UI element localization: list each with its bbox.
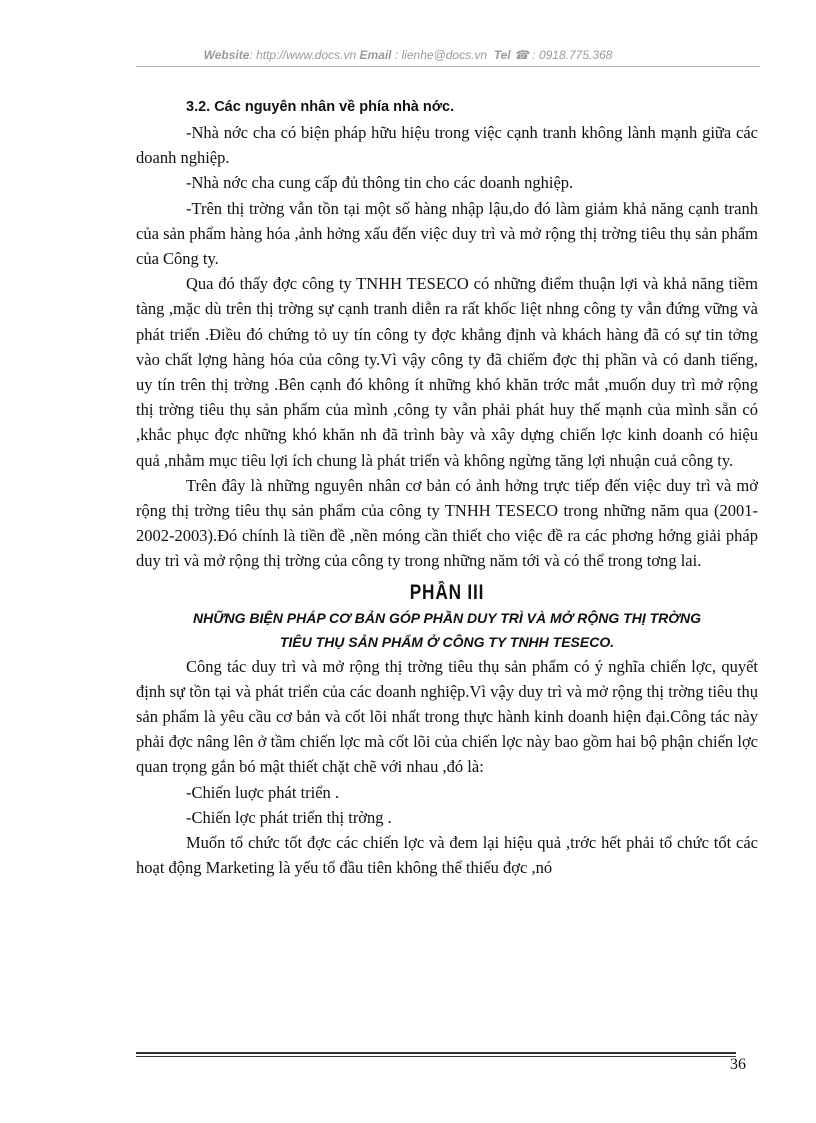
page-header [0,48,816,62]
paragraph: Công tác duy trì và mở rộng thị trờng tiêu thụ sản phẩm có ý nghĩa chiến lợc, quyết định sự tồn tại và phát triển của các doanh nghiệp.Vì vậy duy trì và mở rộng thị trờng tiêu thụ sản phẩm là yêu cầu cơ bản và cốt lõi nhất trong thực hành kinh doanh hiện đại.Công tác này phải đợc nâng lên ở tầm chiến lợc mà cốt lõi của chiến lợc này bao gồm hai bộ phận chiến lợc quan trọng gắn bó mật thiết chặt chẽ với nhau ,đó là: [136,656,758,777]
paragraph: -Nhà nớc cha cung cấp đủ thông tin cho các doanh nghiệp. [186,173,574,193]
paragraph: -Trên thị trờng vẫn tồn tại một số hàng nhập lậu,do đó làm giảm khả năng cạnh tranh của sản phẩm hàng hóa ,ảnh hởng xấu đến việc duy trì và mở rộng thị trờng tiêu thụ sản phẩm của Công ty. [136,198,758,269]
email-label: Email [359,48,392,62]
header-divider [136,66,760,67]
website-value: : http://www.docs.vn [249,48,357,62]
footer-divider [136,1052,736,1054]
paragraph: Qua đó thấy đợc công ty TNHH TESECO có những điểm thuận lợi và khả năng tiềm tàng ,mặc dù trên thị trờng sự cạnh tranh diễn ra rất khốc liệt nhng công ty vẫn đứng vững và phát triển .Điều đó chứng tỏ uy tín công ty đợc khẳng định và khách hàng đã có sự tin tởng vào chất lợng hàng hóa của công ty.Vì vậy công ty đã chiếm đợc thị phần và có danh tiếng, uy tín trên thị trờng .Bên cạnh đó không ít những khó khăn trớc mắt ,muốn duy trì mở rộng thị trờng tiêu thụ sản phẩm của mình ,công ty vẫn phải phát huy thế mạnh của mình sẵn có ,khắc phục đợc những khó khăn nh đã trình bày và xây dựng chiến lợc kinh doanh có hiệu quả ,nhằm mục tiêu lợi ích chung là phát triển và không ngừng tăng lợi nhuận cuả công ty. [136,274,758,470]
paragraph: -Chiến luợc phát triển . [186,782,340,802]
part-subtitle-line1: NHỮNG BIỆN PHÁP CƠ BẢN GÓP PHẦN DUY TRÌ VÀ MỞ RỘNG THỊ TRỜNG [193,609,701,626]
document-body [136,96,758,880]
page-number: 36 [730,1056,746,1073]
part-title: PHẦN III [409,580,485,604]
part-subtitle-line2: TIÊU THỤ SẢN PHẨM Ở CÔNG TY TNHH TESECO. [279,633,615,650]
paragraph: -Nhà nớc cha có biện pháp hữu hiệu trong việc cạnh tranh không lành mạnh giữa các doanh nghiệp. [136,123,758,168]
footer-divider-thin [136,1056,736,1057]
tel-value: ☎ : 0918.775.368 [514,48,613,62]
section-title: 3.2. Các nguyên nhân về phía nhà nớc. [186,99,455,115]
tel-label: Tel [493,48,511,62]
website-label: Website [203,48,250,62]
paragraph: Muốn tổ chức tốt đợc các chiến lợc và đem lại hiệu quả ,trớc hết phải tổ chức tốt các hoạt động Marketing là yếu tố đầu tiên không thể thiếu đợc ,nó [136,833,758,878]
email-value: : lienhe@docs.vn [394,48,488,62]
paragraph: -Chiến lợc phát triển thị trờng . [186,807,392,827]
paragraph: Trên đây là những nguyên nhân cơ bản có ảnh hởng trực tiếp đến việc duy trì và mở rộng thị trờng tiêu thụ sản phẩm của công ty TNHH TESECO trong những năm qua (2001-2002-2003).Đó chính là tiền đề ,nền móng cần thiết cho việc đề ra các phơng hớng giải pháp duy trì và mở rộng thị trờng của công ty trong những năm tới và có thể trong tơng lai. [136,475,758,571]
